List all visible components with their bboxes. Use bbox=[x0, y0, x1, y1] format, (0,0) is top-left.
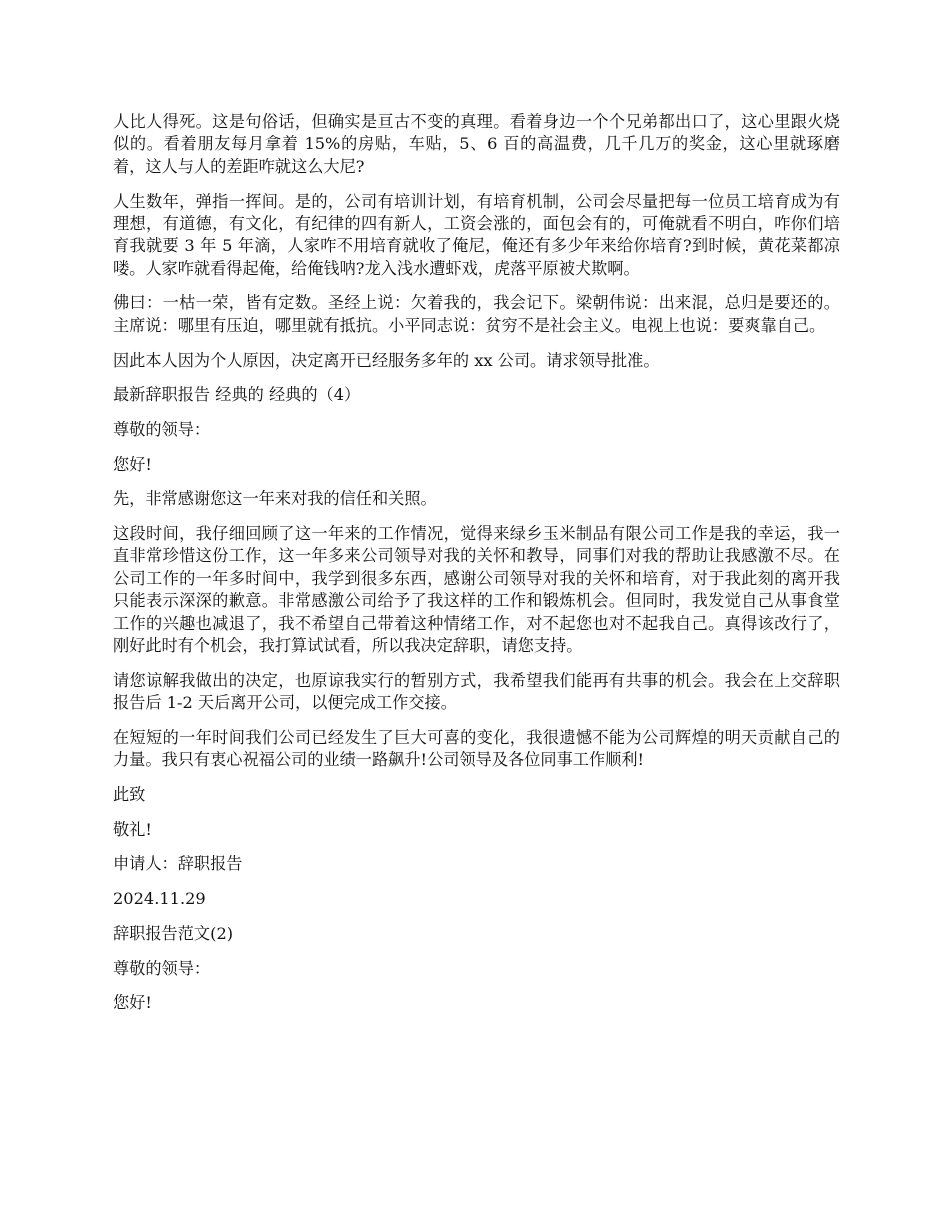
paragraph-life-years: 人生数年，弹指一挥间。是的，公司有培训计划，有培育机制，公司会尽量把每一位员工培育成为有理想，有道德，有文化，有纪律的四有新人，工资会涨的，面包会有的，可俺就看不明白，咋你们培育我就要 3 年 5 年滴，人家咋不用培育就收了俺尼，俺还有多少年来给你培育?到时候，黄花菜都凉喽。人家咋就看得起俺，给俺钱呐?龙入浅水遭虾戏，虎落平原被犬欺啊。 bbox=[113, 191, 840, 278]
salutation: 尊敬的领导： bbox=[113, 419, 211, 439]
greeting-2: 您好! bbox=[113, 993, 152, 1013]
document-page bbox=[113, 111, 840, 1027]
paragraph-understanding: 请您谅解我做出的决定，也原谅我实行的暂别方式，我希望我们能再有共事的机会。我会在上交辞职报告后 1-2 天后离开公司，以便完成工作交接。 bbox=[113, 670, 840, 713]
paragraph-wishes: 在短短的一年时间我们公司已经发生了巨大可喜的变化，我很遗憾不能为公司辉煌的明天贡献自己的力量。我只有衷心祝福公司的业绩一路飙升!公司领导及各位同事工作顺利! bbox=[113, 727, 840, 770]
paragraph-thanks: 先，非常感谢您这一年来对我的信任和关照。 bbox=[113, 489, 437, 509]
section-title-2: 辞职报告范文(2) bbox=[113, 923, 234, 943]
paragraph-review: 这段时间，我仔细回顾了这一年来的工作情况，觉得来绿乡玉米制品有限公司工作是我的幸运，我一直非常珍惜这份工作，这一年多来公司领导对我的关怀和教导，同事们对我的帮助让我感激不尽。在公司工作的一年多时间中，我学到很多东西，感谢公司领导对我的关怀和培育，对于我此刻的离开我只能表示深深的歉意。非常感激公司给予了我这样的工作和锻炼机会。但同时，我发觉自己从事食堂工作的兴趣也减退了，我不希望自己带着这种情绪工作，对不起您也对不起我自己。真得该改行了，刚好此时有个机会，我打算试试看，所以我决定辞职，请您支持。 bbox=[113, 524, 840, 656]
greeting: 您好! bbox=[113, 454, 152, 474]
closing-zhici: 此致 bbox=[113, 785, 146, 805]
paragraph-decision: 因此本人因为个人原因，决定离开已经服务多年的 xx 公司。请求领导批准。 bbox=[113, 350, 660, 370]
applicant-line: 申请人：辞职报告 bbox=[113, 854, 243, 874]
closing-jingli: 敬礼! bbox=[113, 819, 152, 839]
section-title: 最新辞职报告 经典的 经典的（4） bbox=[113, 385, 361, 405]
paragraph-quotes: 佛曰：一枯一荣，皆有定数。圣经上说：欠着我的，我会记下。梁朝伟说：出来混，总归是要还的。主席说：哪里有压迫，哪里就有抵抗。小平同志说：贫穷不是社会主义。电视上也说：要爽靠自己。 bbox=[113, 293, 840, 335]
salutation-2: 尊敬的领导： bbox=[113, 958, 211, 978]
date-line: 2024.11.29 bbox=[113, 889, 206, 909]
paragraph-comparison: 人比人得死。这是句俗话，但确实是亘古不变的真理。看着身边一个个兄弟都出口了，这心里跟火烧似的。看着朋友每月拿着 15%的房贴，车贴，5、6 百的高温费，几千几万的奖金，这心里就琢磨着，这人与人的差距咋就这么大尼? bbox=[113, 112, 840, 176]
